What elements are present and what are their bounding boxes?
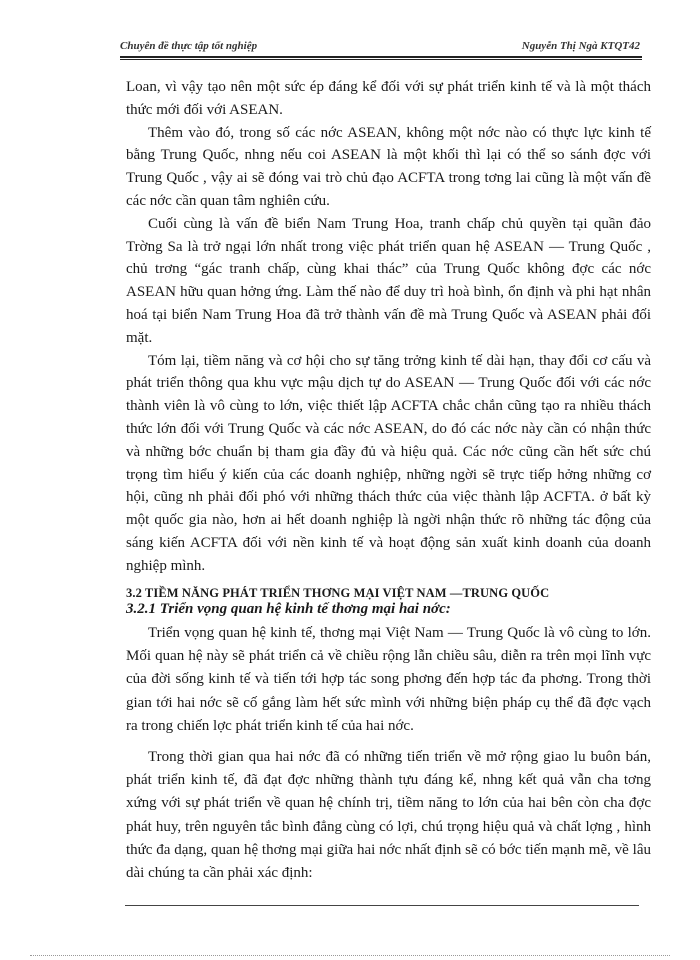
subsection-heading: 3.2.1 Triển vọng quan hệ kinh tế thơng mại hai nớc: bbox=[126, 601, 451, 617]
body-text-part-2 bbox=[126, 622, 651, 885]
footer-rule bbox=[125, 905, 639, 906]
paragraph-continuation: Loan, vì vậy tạo nên một sức ép đáng kể đối với sự phát triển kinh tế và là một thách thức mới đối với ASEAN. bbox=[126, 79, 651, 118]
header-author: Nguyễn Thị Ngà KTQT42 bbox=[521, 40, 640, 52]
page-header bbox=[120, 40, 640, 54]
body-text-part-1 bbox=[126, 76, 651, 578]
header-document-title: Chuyên đề thực tập tốt nghiệp bbox=[120, 40, 258, 52]
header-rule-thin bbox=[120, 59, 642, 60]
header-rule bbox=[120, 56, 642, 58]
paragraph-summary: Tóm lại, tiềm năng và cơ hội cho sự tăng trởng kinh tế dài hạn, thay đổi cơ cấu và phát triển thông qua khu vực mậu dịch tự do ASEAN — Trung Quốc đối với các nớc thành viên là vô cùng to lớn, việc thiết lập ACFTA chắc chắn cũng tạo ra nhiều thách thức lớn đối với Trung Quốc và các nớc ASEAN, do đó các nớc này cần có nhận thức và những bớc chuẩn bị tham gia đầy đủ và hiệu quả. Các nớc cũng cần hết sức chú trọng tìm hiểu ý kiến của các doanh nghiệp, những ngời sẽ trực tiếp hởng những cơ hội, cũng nh phải đối phó với những thách thức của việc thành lập ACFTA. ở bất kỳ một quốc gia nào, hơn ai hết doanh nghiệp là ngời nhận thức rõ những tác động của sáng kiến ACFTA đối với nền kinh tế và hoạt động sản xuất kinh doanh của doanh nghiệp mình. bbox=[126, 352, 651, 574]
paragraph-south-china-sea: Cuối cùng là vấn đề biển Nam Trung Hoa, tranh chấp chủ quyền tại quần đảo Trờng Sa là trở ngại lớn nhất trong việc phát triển quan hệ ASEAN — Trung Quốc , chủ trơng “gác tranh chấp, cùng khai thác” của Trung Quốc không đợc các nớc ASEAN hữu quan hởng ứng. Làm thế nào để duy trì hoà bình, ổn định và phi hạt nhân hoá tại biển Nam Trung Hoa đã trở thành vấn đề mà Trung Quốc và ASEAN phải đối mặt. bbox=[126, 215, 651, 346]
paragraph-leadership-question: Thêm vào đó, trong số các nớc ASEAN, không một nớc nào có thực lực kinh tế bằng Trung Quốc, nhng nếu coi ASEAN là một khối thì lại có thể so sánh đợc với Trung Quốc , vậy ai sẽ đóng vai trò chủ đạo ACFTA trong tơng lai cũng là một vấn đề các nớc cần quan tâm nghiên cứu. bbox=[126, 124, 651, 209]
paragraph-recent-progress: Trong thời gian qua hai nớc đã có những tiến triển về mở rộng giao lu buôn bán, phát triển kinh tế, đã đạt đợc những thành tựu đáng kể, nhng kết quả vẫn cha tơng xứng với sự phát triển về quan hệ chính trị, tiềm năng to lớn của hai bên còn cha đợc phát huy, trên nguyên tắc bình đẳng cùng có lợi, chú trọng hiệu quả và chất lợng , hình thức đa dạng, quan hệ thơng mại giữa hai nớc nhất định sẽ có bớc tiến mạnh mẽ, về lâu dài chúng ta cần phải xác định: bbox=[126, 749, 651, 882]
section-heading: 3.2 TIỀM NĂNG PHÁT TRIỂN THƠNG MẠI VIỆT NAM —TRUNG QUỐC bbox=[126, 586, 550, 600]
page-bottom-border bbox=[30, 955, 670, 956]
paragraph-prospects: Triển vọng quan hệ kinh tế, thơng mại Việt Nam — Trung Quốc là vô cùng to lớn. Mối quan hệ này sẽ phát triển cả về chiều rộng lẫn chiều sâu, diễn ra trên mọi lĩnh vực của đời sống kinh tế và tiến tới hợp tác song phơng đến hợp tác đa phơng. Trong thời gian tới hai nớc sẽ cố gắng làm hết sức mình với những biện pháp cụ thể đã đợc vạch ra trong chiến lợc phát triển kinh tế của hai nớc. bbox=[126, 625, 651, 734]
